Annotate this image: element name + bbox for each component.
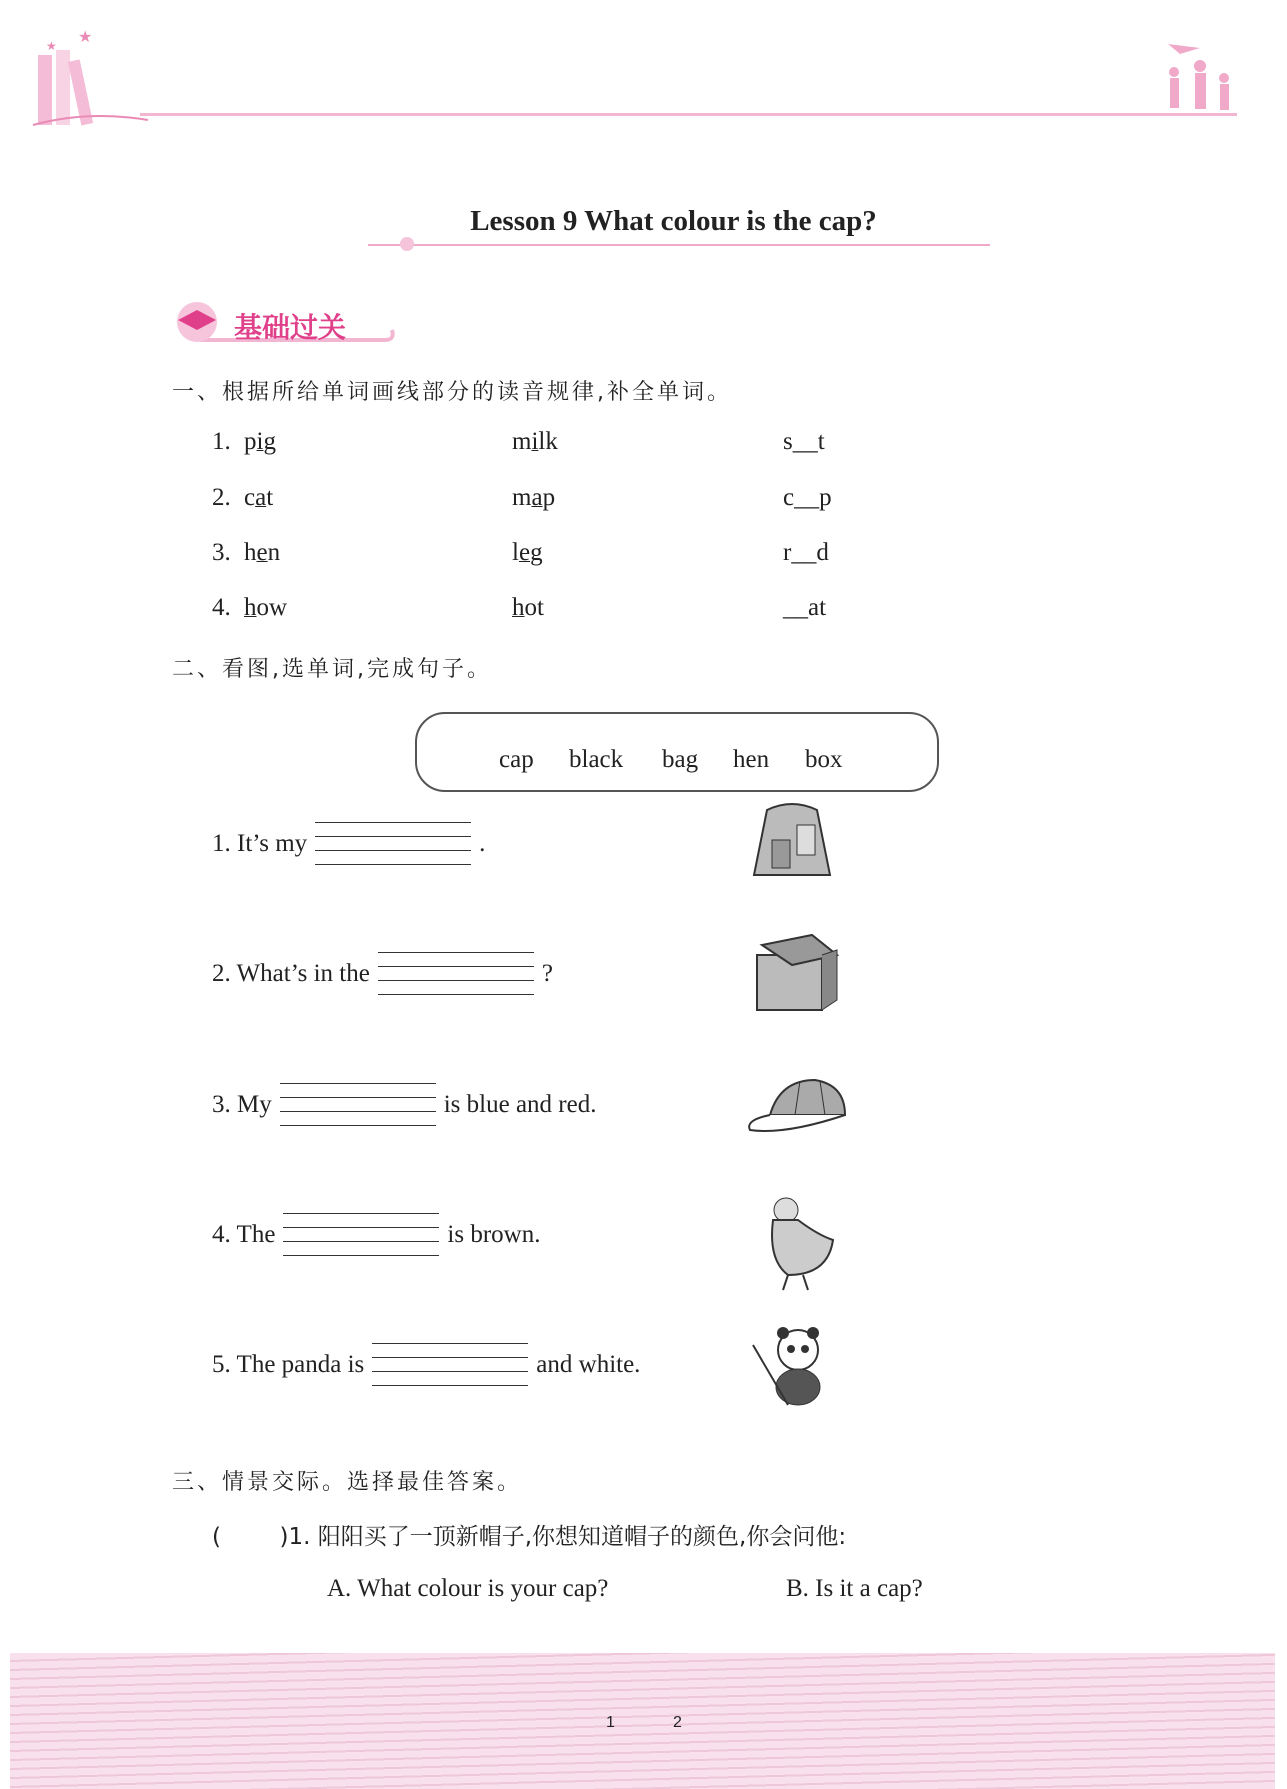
word-bank-item: black — [569, 746, 624, 773]
fill-in-word[interactable]: c__p — [783, 484, 832, 511]
example-word — [244, 428, 276, 456]
word-part: p — [244, 428, 257, 455]
word-bank — [415, 712, 939, 792]
blank-line — [378, 952, 534, 953]
sentence-item — [212, 822, 485, 866]
answer-paren[interactable]: ( ) — [212, 1524, 289, 1550]
word-part: l — [512, 539, 519, 566]
question-text: 1. 阳阳买了一顶新帽子,你想知道帽子的颜色,你会问他: — [288, 1524, 847, 1550]
blank-line — [280, 1083, 436, 1084]
fill-in-word[interactable]: __at — [783, 594, 827, 621]
sentence-suffix: . — [479, 830, 486, 857]
row-number: 4. — [212, 594, 231, 621]
word-part: t — [266, 484, 274, 511]
underlined-letter: e — [256, 539, 268, 566]
hen-picture — [758, 1190, 838, 1295]
word-part: ot — [524, 594, 544, 621]
section1-heading: 一、根据所给单词画线部分的读音规律,补全单词。 — [172, 380, 732, 405]
word-part: ow — [256, 594, 288, 621]
sentence-suffix: is brown. — [447, 1221, 541, 1248]
blank-line — [372, 1385, 528, 1386]
word-part: m — [512, 484, 532, 511]
example-word — [512, 428, 558, 456]
sentence-prefix: 1. It’s my — [212, 830, 308, 857]
underlined-letter: i — [256, 428, 264, 455]
word-part: g — [530, 539, 543, 566]
option-b[interactable]: B. Is it a cap? — [786, 1575, 923, 1602]
svg-text:★: ★ — [46, 39, 57, 53]
word-bank-item: box — [805, 746, 843, 773]
sentence-item — [212, 1213, 540, 1257]
blank-line — [280, 1097, 436, 1098]
row-number: 2. — [212, 484, 231, 511]
answer-blank[interactable] — [372, 1343, 528, 1387]
blank-line — [283, 1213, 439, 1214]
example-word — [244, 539, 280, 567]
page-number: 2 — [673, 1714, 682, 1731]
answer-blank[interactable] — [280, 1083, 436, 1127]
panda-picture — [748, 1325, 838, 1410]
section-badge — [170, 300, 395, 346]
blank-line — [280, 1125, 436, 1126]
word-bank-item: bag — [662, 746, 699, 773]
option-a[interactable]: A. What colour is your cap? — [327, 1575, 609, 1602]
footer-band — [10, 1653, 1275, 1789]
blank-line — [372, 1371, 528, 1372]
answer-blank[interactable] — [378, 952, 534, 996]
blank-line — [372, 1343, 528, 1344]
section2-heading: 二、看图,选单词,完成句子。 — [172, 657, 492, 682]
example-word — [244, 484, 273, 512]
row-number: 1. — [212, 428, 231, 455]
blank-line — [283, 1241, 439, 1242]
blank-line — [315, 822, 471, 823]
underlined-letter: h — [512, 594, 525, 621]
blank-line — [283, 1255, 439, 1256]
answer-blank[interactable] — [315, 822, 471, 866]
example-word — [512, 539, 543, 567]
sentence-item — [212, 1343, 640, 1387]
title-underline — [368, 244, 990, 246]
word-bank-item: cap — [499, 746, 534, 773]
sentence-suffix: is blue and red. — [443, 1091, 597, 1118]
sentence-suffix: and white. — [536, 1351, 641, 1378]
example-word — [512, 484, 555, 512]
section3-heading: 三、情景交际。选择最佳答案。 — [172, 1470, 523, 1495]
row-number: 3. — [212, 539, 231, 566]
sentence-item — [212, 952, 553, 996]
word-part: c — [244, 484, 256, 511]
word-part: h — [244, 539, 257, 566]
blank-line — [372, 1357, 528, 1358]
fill-in-word[interactable]: r__d — [783, 539, 829, 566]
sentence-prefix: 3. My — [212, 1091, 272, 1118]
word-part: n — [267, 539, 281, 566]
example-word — [244, 594, 287, 622]
word-bank-item: hen — [733, 746, 770, 773]
blank-line — [378, 994, 534, 995]
word-part: g — [263, 428, 276, 455]
sentence-prefix: 5. The panda is — [212, 1351, 365, 1378]
fill-in-word[interactable]: s__t — [783, 428, 825, 455]
cap-picture — [745, 1075, 850, 1145]
badge-label: 基础过关 — [234, 311, 347, 344]
svg-text:★: ★ — [78, 29, 93, 46]
page-number: 1 — [606, 1714, 615, 1731]
word-part: p — [542, 484, 556, 511]
underlined-letter: e — [518, 539, 531, 566]
underlined-letter: a — [255, 484, 267, 511]
underlined-letter: h — [244, 594, 257, 621]
sentence-suffix: ? — [541, 960, 553, 987]
word-part: m — [512, 428, 532, 455]
blank-line — [378, 966, 534, 967]
example-word — [512, 594, 544, 622]
title-dot — [400, 237, 414, 251]
blank-line — [315, 836, 471, 837]
box-picture — [752, 930, 842, 1015]
books-decoration-icon — [28, 20, 153, 135]
blank-line — [280, 1111, 436, 1112]
underlined-letter: i — [531, 428, 539, 455]
kids-kite-decoration-icon — [1160, 40, 1238, 116]
page-title: Lesson 9 What colour is the cap? — [470, 205, 877, 237]
blank-line — [315, 850, 471, 851]
blank-line — [315, 864, 471, 865]
sentence-prefix: 4. The — [212, 1221, 276, 1248]
answer-blank[interactable] — [283, 1213, 439, 1257]
question-1 — [212, 1518, 846, 1551]
header-rule — [140, 113, 1237, 116]
blank-line — [378, 980, 534, 981]
bag-picture — [742, 800, 847, 885]
sentence-prefix: 2. What’s in the — [212, 960, 370, 987]
word-part: lk — [538, 428, 558, 455]
underlined-letter: a — [531, 484, 543, 511]
sentence-item — [212, 1083, 596, 1127]
blank-line — [283, 1227, 439, 1228]
